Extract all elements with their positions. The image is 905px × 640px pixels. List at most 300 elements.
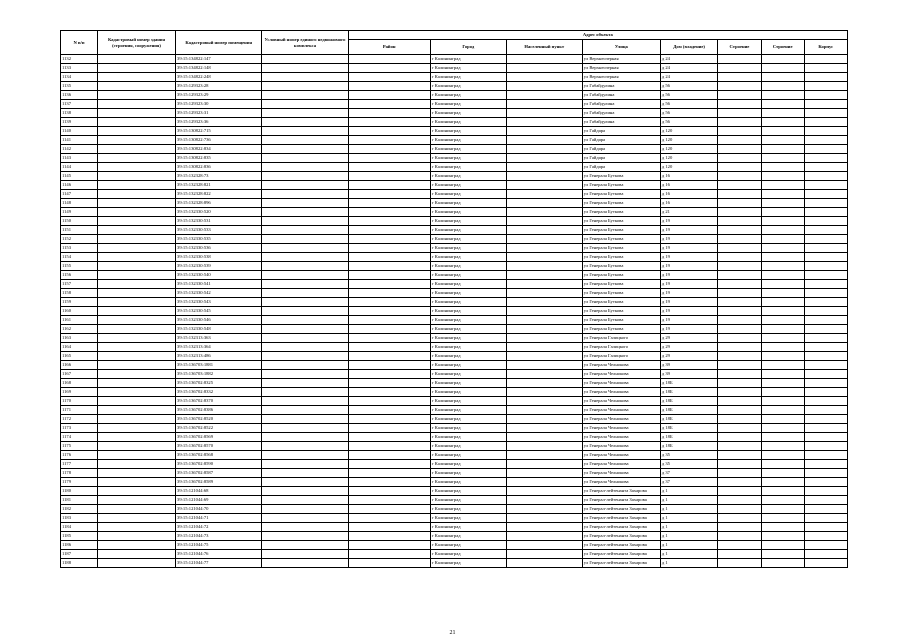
cell-district bbox=[348, 172, 430, 181]
cell-street: ул Генерала Бутковa bbox=[582, 244, 660, 253]
cell-city: г Калининград bbox=[430, 73, 506, 82]
cell-city: г Калининград bbox=[430, 424, 506, 433]
cell-house: д 120 bbox=[660, 154, 718, 163]
cell-cond-num bbox=[262, 460, 348, 469]
cell-cad-room: 39:15:136702:8587 bbox=[176, 469, 262, 478]
table-row bbox=[61, 199, 848, 208]
cell-korpus bbox=[804, 307, 847, 316]
cell-district bbox=[348, 127, 430, 136]
cell-district bbox=[348, 550, 430, 559]
cell-korpus bbox=[804, 550, 847, 559]
cell-cond-num bbox=[262, 442, 348, 451]
cell-house: д 19 bbox=[660, 298, 718, 307]
cell-building bbox=[718, 406, 761, 415]
cell-settlement bbox=[506, 523, 582, 532]
cell-korpus bbox=[804, 469, 847, 478]
cell-street: ул Генерала Челнокова bbox=[582, 370, 660, 379]
cell-street: ул Генерала Бутковa bbox=[582, 199, 660, 208]
cell-num: 1178 bbox=[61, 469, 98, 478]
cell-structure bbox=[761, 298, 804, 307]
cell-district bbox=[348, 154, 430, 163]
cell-building bbox=[718, 73, 761, 82]
cell-korpus bbox=[804, 100, 847, 109]
cell-city: г Калининград bbox=[430, 109, 506, 118]
table-row bbox=[61, 343, 848, 352]
page-number: 21 bbox=[449, 630, 456, 636]
cell-cond-num bbox=[262, 91, 348, 100]
table-row bbox=[61, 154, 848, 163]
cell-cond-num bbox=[262, 433, 348, 442]
cell-cad-room: 39:15:121044:71 bbox=[176, 514, 262, 523]
cell-cad-room: 39:15:132313:486 bbox=[176, 352, 262, 361]
cell-street: ул Генерала Челнокова bbox=[582, 397, 660, 406]
cell-korpus bbox=[804, 514, 847, 523]
cell-num: 1181 bbox=[61, 496, 98, 505]
cell-settlement bbox=[506, 379, 582, 388]
cell-house: д 18Б bbox=[660, 442, 718, 451]
cell-house: д 18Б bbox=[660, 388, 718, 397]
cell-cad-room: 39:15:129323:29 bbox=[176, 91, 262, 100]
cell-cond-num bbox=[262, 532, 348, 541]
cell-house: д 120 bbox=[660, 145, 718, 154]
cell-structure bbox=[761, 100, 804, 109]
cell-korpus bbox=[804, 370, 847, 379]
cell-structure bbox=[761, 109, 804, 118]
cell-street: ул Генерала Челнокова bbox=[582, 442, 660, 451]
cell-building bbox=[718, 289, 761, 298]
cell-city: г Калининград bbox=[430, 460, 506, 469]
cell-building bbox=[718, 514, 761, 523]
cell-korpus bbox=[804, 532, 847, 541]
cell-house: д 39 bbox=[660, 370, 718, 379]
cell-settlement bbox=[506, 469, 582, 478]
cell-street: ул Генерал-лейтенанта Захарова bbox=[582, 496, 660, 505]
cell-district bbox=[348, 118, 430, 127]
cell-korpus bbox=[804, 298, 847, 307]
cell-korpus bbox=[804, 442, 847, 451]
cell-building bbox=[718, 307, 761, 316]
table-row bbox=[61, 478, 848, 487]
cell-city: г Калининград bbox=[430, 271, 506, 280]
header-building: Строение bbox=[718, 40, 761, 55]
header-street: Улица bbox=[582, 40, 660, 55]
cell-house: д 56 bbox=[660, 118, 718, 127]
cell-cond-num bbox=[262, 469, 348, 478]
cell-num: 1171 bbox=[61, 406, 98, 415]
cell-num: 1182 bbox=[61, 505, 98, 514]
cell-cad-building bbox=[97, 118, 175, 127]
cell-num: 1152 bbox=[61, 235, 98, 244]
cell-house: д 29 bbox=[660, 343, 718, 352]
cell-structure bbox=[761, 532, 804, 541]
cell-cad-building bbox=[97, 226, 175, 235]
cell-cad-building bbox=[97, 145, 175, 154]
cell-settlement bbox=[506, 280, 582, 289]
cell-building bbox=[718, 181, 761, 190]
cell-num: 1169 bbox=[61, 388, 98, 397]
cell-street: ул Генерала Челнокова bbox=[582, 424, 660, 433]
cell-city: г Калининград bbox=[430, 370, 506, 379]
cell-cond-num bbox=[262, 523, 348, 532]
cell-structure bbox=[761, 496, 804, 505]
cell-city: г Калининград bbox=[430, 325, 506, 334]
cell-korpus bbox=[804, 217, 847, 226]
cell-building bbox=[718, 424, 761, 433]
cell-building bbox=[718, 550, 761, 559]
cell-building bbox=[718, 469, 761, 478]
cell-cad-building bbox=[97, 469, 175, 478]
cell-structure bbox=[761, 343, 804, 352]
cell-structure bbox=[761, 199, 804, 208]
cell-settlement bbox=[506, 226, 582, 235]
cell-building bbox=[718, 325, 761, 334]
cell-city: г Калининград bbox=[430, 136, 506, 145]
cell-cad-room: 39:15:132328:896 bbox=[176, 199, 262, 208]
cell-cond-num bbox=[262, 496, 348, 505]
header-cond-num: Условный номер единого недвижимого комплекса bbox=[262, 31, 348, 55]
cell-building bbox=[718, 235, 761, 244]
cell-city: г Калининград bbox=[430, 100, 506, 109]
cell-cond-num bbox=[262, 118, 348, 127]
cell-cad-building bbox=[97, 208, 175, 217]
cell-building bbox=[718, 559, 761, 568]
cell-cad-room: 39:15:132330:545 bbox=[176, 307, 262, 316]
cell-korpus bbox=[804, 361, 847, 370]
cell-korpus bbox=[804, 64, 847, 73]
cell-cond-num bbox=[262, 343, 348, 352]
cell-street: ул Генерала Челнокова bbox=[582, 469, 660, 478]
cell-cond-num bbox=[262, 154, 348, 163]
cell-num: 1138 bbox=[61, 109, 98, 118]
cell-cad-building bbox=[97, 262, 175, 271]
cell-house: д 19 bbox=[660, 289, 718, 298]
cell-city: г Калининград bbox=[430, 523, 506, 532]
cell-house: д 35 bbox=[660, 451, 718, 460]
cell-structure bbox=[761, 82, 804, 91]
cell-structure bbox=[761, 280, 804, 289]
table-row bbox=[61, 190, 848, 199]
cell-cad-room: 39:15:130822:835 bbox=[176, 154, 262, 163]
cell-num: 1170 bbox=[61, 397, 98, 406]
table-row bbox=[61, 451, 848, 460]
cell-settlement bbox=[506, 172, 582, 181]
cell-district bbox=[348, 109, 430, 118]
cell-district bbox=[348, 298, 430, 307]
header-city: Город bbox=[430, 40, 506, 55]
header-house: Дом (владение) bbox=[660, 40, 718, 55]
cell-settlement bbox=[506, 397, 582, 406]
cell-district bbox=[348, 253, 430, 262]
cell-structure bbox=[761, 136, 804, 145]
cell-house: д 18Б bbox=[660, 424, 718, 433]
cell-cad-room: 39:15:132330:531 bbox=[176, 217, 262, 226]
cell-num: 1183 bbox=[61, 514, 98, 523]
cell-district bbox=[348, 433, 430, 442]
cell-settlement bbox=[506, 406, 582, 415]
cell-cad-building bbox=[97, 388, 175, 397]
cell-structure bbox=[761, 370, 804, 379]
cell-korpus bbox=[804, 397, 847, 406]
cell-street: ул Генерал-лейтенанта Захарова bbox=[582, 523, 660, 532]
cell-settlement bbox=[506, 496, 582, 505]
cell-city: г Калининград bbox=[430, 64, 506, 73]
cell-building bbox=[718, 145, 761, 154]
cell-street: ул Генерала Бутковa bbox=[582, 289, 660, 298]
cell-num: 1136 bbox=[61, 91, 98, 100]
cell-cad-room: 39:15:130822:736 bbox=[176, 136, 262, 145]
cell-city: г Калининград bbox=[430, 253, 506, 262]
cell-city: г Калининград bbox=[430, 433, 506, 442]
cell-korpus bbox=[804, 118, 847, 127]
cell-building bbox=[718, 352, 761, 361]
cell-cond-num bbox=[262, 424, 348, 433]
table-row bbox=[61, 415, 848, 424]
cell-district bbox=[348, 199, 430, 208]
cell-cad-building bbox=[97, 424, 175, 433]
cell-settlement bbox=[506, 298, 582, 307]
table-row bbox=[61, 172, 848, 181]
cell-building bbox=[718, 253, 761, 262]
cell-street: ул Генерал-лейтенанта Захарова bbox=[582, 487, 660, 496]
cell-cad-building bbox=[97, 271, 175, 280]
cell-structure bbox=[761, 361, 804, 370]
cell-cad-building bbox=[97, 550, 175, 559]
cell-cad-room: 39:15:136702:8522 bbox=[176, 424, 262, 433]
cell-house: д 24 bbox=[660, 73, 718, 82]
cell-district bbox=[348, 235, 430, 244]
cell-cad-building bbox=[97, 253, 175, 262]
cell-cad-room: 39:15:132330:548 bbox=[176, 325, 262, 334]
cell-structure bbox=[761, 55, 804, 64]
cell-cad-room: 39:15:132328:821 bbox=[176, 181, 262, 190]
cell-building bbox=[718, 109, 761, 118]
cell-district bbox=[348, 280, 430, 289]
cell-street: ул Генерала Челнокова bbox=[582, 478, 660, 487]
cell-cond-num bbox=[262, 253, 348, 262]
cell-settlement bbox=[506, 82, 582, 91]
cell-structure bbox=[761, 451, 804, 460]
cell-street: ул Генерала Галицкого bbox=[582, 352, 660, 361]
cell-cad-building bbox=[97, 172, 175, 181]
cell-structure bbox=[761, 460, 804, 469]
cell-korpus bbox=[804, 73, 847, 82]
cell-cad-room: 39:15:136702:8589 bbox=[176, 478, 262, 487]
cell-structure bbox=[761, 316, 804, 325]
cell-num: 1186 bbox=[61, 541, 98, 550]
cell-cad-room: 39:15:134822:248 bbox=[176, 73, 262, 82]
cell-street: ул Габайдулина bbox=[582, 91, 660, 100]
cell-street: ул Генерала Бутковa bbox=[582, 316, 660, 325]
cell-street: ул Верхнеозерная bbox=[582, 55, 660, 64]
cell-cad-building bbox=[97, 541, 175, 550]
cell-house: д 29 bbox=[660, 352, 718, 361]
cell-city: г Калининград bbox=[430, 127, 506, 136]
cell-num: 1175 bbox=[61, 442, 98, 451]
cell-cad-room: 39:15:136702:8332 bbox=[176, 388, 262, 397]
cell-district bbox=[348, 496, 430, 505]
cell-city: г Калининград bbox=[430, 145, 506, 154]
cell-num: 1179 bbox=[61, 478, 98, 487]
cell-structure bbox=[761, 415, 804, 424]
cell-district bbox=[348, 217, 430, 226]
cell-settlement bbox=[506, 253, 582, 262]
cell-building bbox=[718, 541, 761, 550]
cell-city: г Калининград bbox=[430, 181, 506, 190]
cell-house: д 120 bbox=[660, 136, 718, 145]
cell-settlement bbox=[506, 163, 582, 172]
cell-cad-building bbox=[97, 559, 175, 568]
table-row bbox=[61, 559, 848, 568]
cell-street: ул Генерал-лейтенанта Захарова bbox=[582, 532, 660, 541]
cell-cad-room: 39:15:129323:30 bbox=[176, 100, 262, 109]
cell-building bbox=[718, 361, 761, 370]
cell-korpus bbox=[804, 253, 847, 262]
cell-house: д 21 bbox=[660, 208, 718, 217]
cell-structure bbox=[761, 190, 804, 199]
cell-street: ул Генерала Галицкого bbox=[582, 334, 660, 343]
table-header bbox=[61, 31, 848, 55]
cell-city: г Калининград bbox=[430, 550, 506, 559]
cell-city: г Калининград bbox=[430, 280, 506, 289]
cell-building bbox=[718, 523, 761, 532]
cell-house: д 19 bbox=[660, 217, 718, 226]
cell-cond-num bbox=[262, 379, 348, 388]
cell-korpus bbox=[804, 496, 847, 505]
cell-num: 1158 bbox=[61, 289, 98, 298]
table-row bbox=[61, 550, 848, 559]
cell-district bbox=[348, 343, 430, 352]
cell-cond-num bbox=[262, 109, 348, 118]
cell-num: 1180 bbox=[61, 487, 98, 496]
table-row bbox=[61, 388, 848, 397]
cell-house: д 19 bbox=[660, 307, 718, 316]
cell-structure bbox=[761, 397, 804, 406]
table-row bbox=[61, 334, 848, 343]
cell-cond-num bbox=[262, 370, 348, 379]
cell-korpus bbox=[804, 505, 847, 514]
cell-cad-building bbox=[97, 136, 175, 145]
table-row bbox=[61, 361, 848, 370]
cell-korpus bbox=[804, 478, 847, 487]
cell-settlement bbox=[506, 505, 582, 514]
cell-street: ул Генерала Бутковa bbox=[582, 271, 660, 280]
cell-cond-num bbox=[262, 172, 348, 181]
cell-num: 1133 bbox=[61, 64, 98, 73]
cell-settlement bbox=[506, 541, 582, 550]
cell-structure bbox=[761, 307, 804, 316]
cell-cond-num bbox=[262, 514, 348, 523]
cell-street: ул Генерала Бутковa bbox=[582, 226, 660, 235]
cell-street: ул Генерала Челнокова bbox=[582, 433, 660, 442]
cell-city: г Калининград bbox=[430, 316, 506, 325]
cell-settlement bbox=[506, 73, 582, 82]
table-row bbox=[61, 163, 848, 172]
cell-street: ул Габайдулина bbox=[582, 109, 660, 118]
cell-structure bbox=[761, 442, 804, 451]
cell-house: д 16 bbox=[660, 190, 718, 199]
cell-cad-building bbox=[97, 244, 175, 253]
cell-cad-building bbox=[97, 217, 175, 226]
cell-cad-building bbox=[97, 460, 175, 469]
cell-house: д 56 bbox=[660, 91, 718, 100]
cell-building bbox=[718, 271, 761, 280]
cell-house: д 29 bbox=[660, 334, 718, 343]
cell-cond-num bbox=[262, 289, 348, 298]
table-row bbox=[61, 109, 848, 118]
cell-settlement bbox=[506, 316, 582, 325]
cell-structure bbox=[761, 244, 804, 253]
cell-city: г Калининград bbox=[430, 505, 506, 514]
cell-settlement bbox=[506, 343, 582, 352]
cell-cond-num bbox=[262, 55, 348, 64]
cell-settlement bbox=[506, 55, 582, 64]
cell-num: 1159 bbox=[61, 298, 98, 307]
cell-korpus bbox=[804, 208, 847, 217]
cell-settlement bbox=[506, 307, 582, 316]
cell-cad-building bbox=[97, 199, 175, 208]
cell-street: ул Генерал-лейтенанта Захарова bbox=[582, 541, 660, 550]
cell-district bbox=[348, 406, 430, 415]
cell-street: ул Генерала Челнокова bbox=[582, 451, 660, 460]
cell-district bbox=[348, 361, 430, 370]
cell-district bbox=[348, 262, 430, 271]
cell-building bbox=[718, 379, 761, 388]
cell-cad-room: 39:15:134822:148 bbox=[176, 64, 262, 73]
cell-cad-room: 39:15:129323:28 bbox=[176, 82, 262, 91]
cell-cond-num bbox=[262, 352, 348, 361]
cell-street: ул Генерал-лейтенанта Захарова bbox=[582, 559, 660, 568]
cell-street: ул Габайдулина bbox=[582, 82, 660, 91]
header-settlement: Населенный пункт bbox=[506, 40, 582, 55]
cell-korpus bbox=[804, 235, 847, 244]
cell-cond-num bbox=[262, 145, 348, 154]
header-district: Район bbox=[348, 40, 430, 55]
cell-num: 1167 bbox=[61, 370, 98, 379]
cell-cad-building bbox=[97, 307, 175, 316]
cell-num: 1154 bbox=[61, 253, 98, 262]
cell-street: ул Генерала Челнокова bbox=[582, 361, 660, 370]
cell-settlement bbox=[506, 325, 582, 334]
cell-korpus bbox=[804, 415, 847, 424]
cell-city: г Калининград bbox=[430, 262, 506, 271]
cell-cad-room: 39:15:132330:542 bbox=[176, 289, 262, 298]
cell-building bbox=[718, 118, 761, 127]
cell-cond-num bbox=[262, 307, 348, 316]
cell-street: ул Генерал-лейтенанта Захарова bbox=[582, 514, 660, 523]
cell-house: д 120 bbox=[660, 127, 718, 136]
cell-num: 1156 bbox=[61, 271, 98, 280]
cell-city: г Калининград bbox=[430, 163, 506, 172]
cell-house: д 39 bbox=[660, 361, 718, 370]
cell-num: 1145 bbox=[61, 172, 98, 181]
cell-num: 1157 bbox=[61, 280, 98, 289]
cell-korpus bbox=[804, 190, 847, 199]
cell-structure bbox=[761, 469, 804, 478]
cell-korpus bbox=[804, 136, 847, 145]
cell-num: 1146 bbox=[61, 181, 98, 190]
cell-cad-building bbox=[97, 487, 175, 496]
cell-korpus bbox=[804, 82, 847, 91]
cell-district bbox=[348, 82, 430, 91]
cell-district bbox=[348, 136, 430, 145]
cell-korpus bbox=[804, 316, 847, 325]
cell-korpus bbox=[804, 163, 847, 172]
cell-korpus bbox=[804, 343, 847, 352]
cell-district bbox=[348, 370, 430, 379]
cell-structure bbox=[761, 550, 804, 559]
cell-city: г Калининград bbox=[430, 541, 506, 550]
cell-street: ул Габайдулина bbox=[582, 118, 660, 127]
